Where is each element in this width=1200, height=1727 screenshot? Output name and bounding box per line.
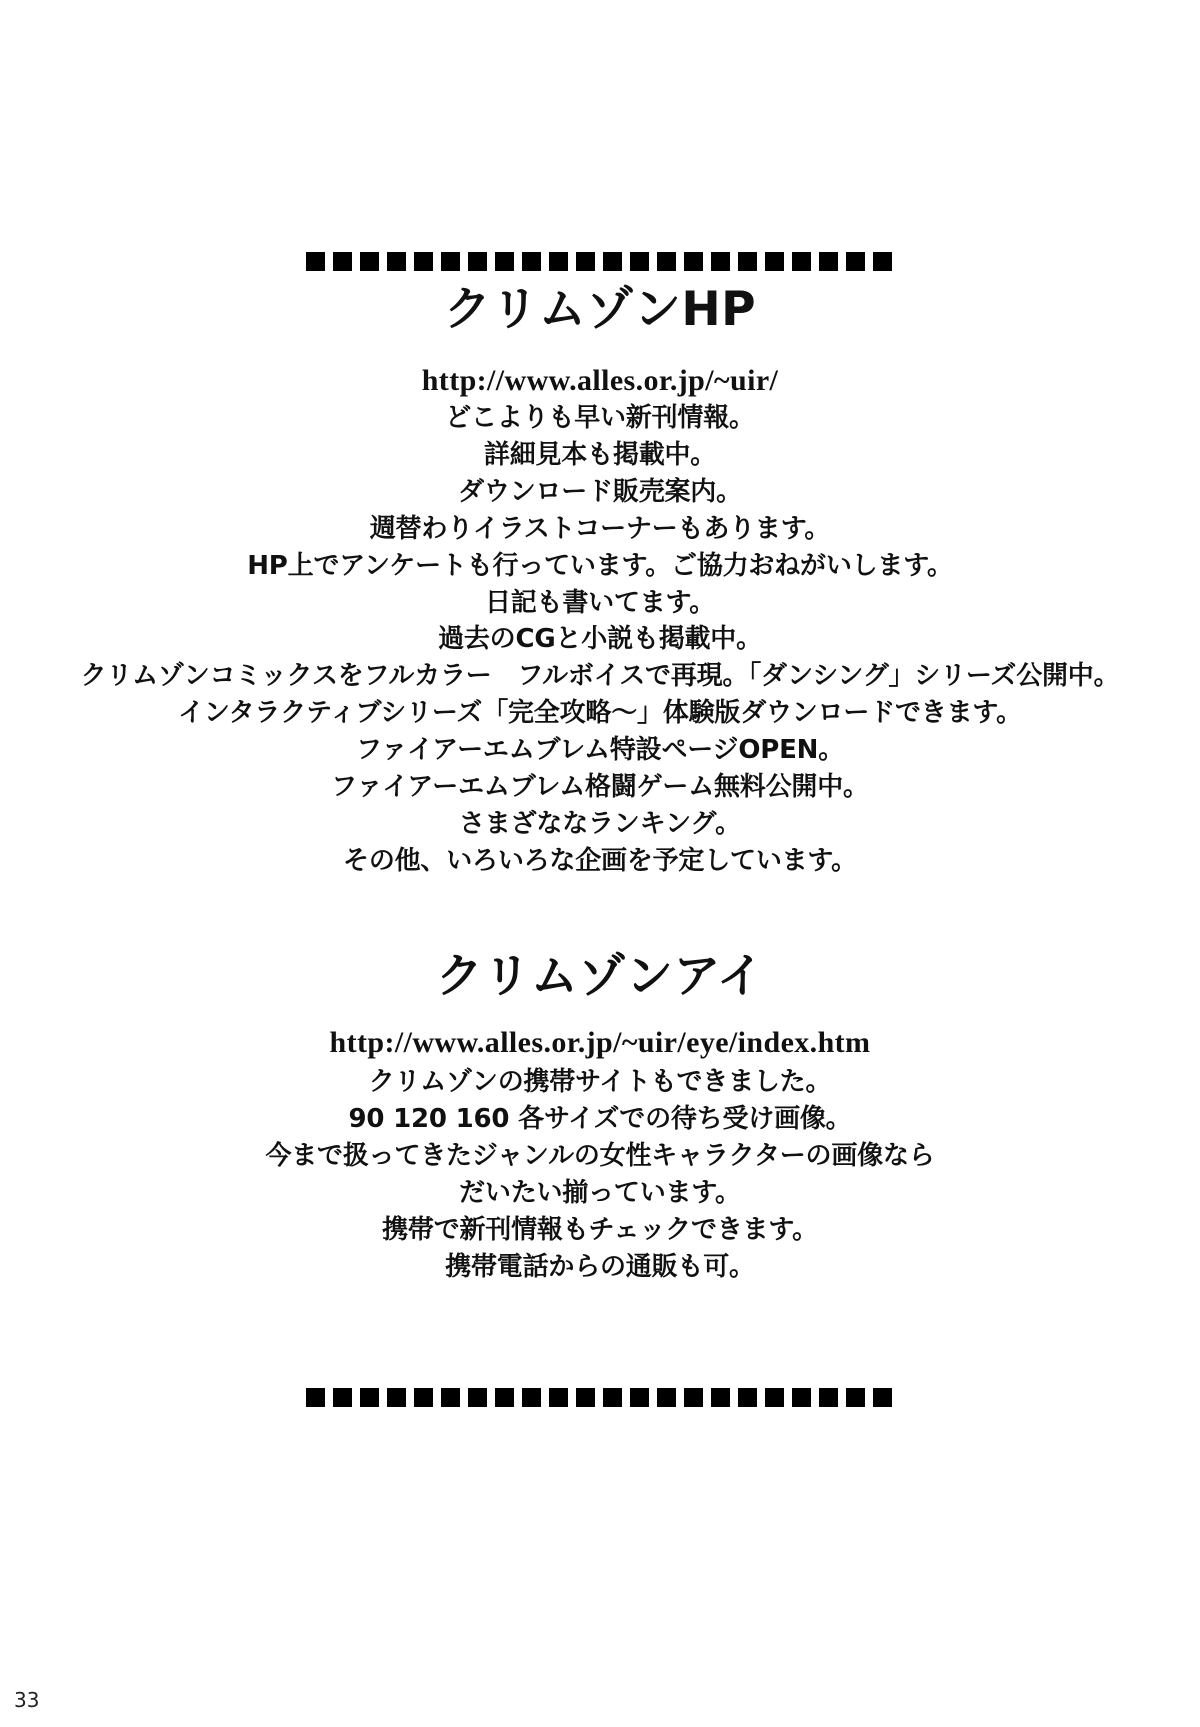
- crimson-hp-lines: [0, 400, 1200, 880]
- square-glyph: [522, 1388, 541, 1407]
- crimson-hp-url[interactable]: http://www.alles.or.jp/~uir/: [421, 364, 779, 397]
- square-glyph: [846, 252, 865, 271]
- square-glyph: [684, 252, 703, 271]
- square-glyph: [468, 1388, 487, 1407]
- square-glyph: [549, 252, 568, 271]
- crimson-hp-line: 詳細見本も掲載中。: [483, 439, 717, 470]
- square-glyph: [873, 1388, 892, 1407]
- crimson-eye-line: クリムゾンの携帯サイトもできました。: [368, 1067, 832, 1097]
- square-glyph: [765, 1388, 784, 1407]
- square-glyph: [333, 1388, 352, 1407]
- crimson-hp-title-wrap: [0, 282, 1200, 337]
- decorative-square-rule-top: [306, 252, 892, 271]
- crimson-hp-line: その他、いろいろな企画を予定しています。: [343, 845, 857, 876]
- square-glyph: [414, 252, 433, 271]
- crimson-hp-line: ファイアーエムブレム格闘ゲーム無料公開中。: [331, 772, 869, 803]
- square-glyph: [522, 252, 541, 271]
- square-glyph: [819, 252, 838, 271]
- crimson-eye-line: 今まで扱ってきたジャンルの女性キャラクターの画像なら: [265, 1140, 935, 1171]
- square-glyph: [819, 1388, 838, 1407]
- crimson-eye-title: クリムゾンアイ: [435, 949, 765, 1004]
- square-glyph: [603, 1388, 622, 1407]
- crimson-eye-lines: [0, 1064, 1200, 1285]
- square-glyph: [684, 1388, 703, 1407]
- square-glyph: [765, 252, 784, 271]
- decorative-square-rule-bottom: [306, 1388, 892, 1407]
- square-glyph: [603, 252, 622, 271]
- square-glyph: [306, 1388, 325, 1407]
- square-glyph: [657, 252, 676, 271]
- square-glyph: [873, 252, 892, 271]
- square-glyph: [441, 252, 460, 271]
- square-glyph: [333, 252, 352, 271]
- crimson-eye-url[interactable]: http://www.alles.or.jp/~uir/eye/index.htm: [329, 1026, 871, 1059]
- crimson-hp-line: ファイアーエムブレム特設ページOPEN。: [356, 735, 844, 766]
- crimson-hp-line: さまざななランキング。: [459, 808, 741, 839]
- crimson-hp-url-wrap: [0, 364, 1200, 398]
- crimson-hp-line: どこよりも早い新刊情報。: [445, 403, 755, 433]
- crimson-hp-title: クリムゾンHP: [443, 282, 757, 337]
- crimson-hp-line: 過去のCGと小説も掲載中。: [438, 624, 762, 655]
- square-glyph: [792, 252, 811, 271]
- crimson-hp-line: ダウンロード販売案内。: [458, 476, 742, 507]
- square-glyph: [576, 252, 595, 271]
- page-number: 33: [14, 1688, 40, 1712]
- square-glyph: [360, 1388, 379, 1407]
- crimson-hp-line: HP上でアンケートも行っています。ご協力おねがいします。: [247, 550, 953, 581]
- square-glyph: [738, 1388, 757, 1407]
- crimson-eye-line: 90 120 160 各サイズでの待ち受け画像。: [348, 1103, 852, 1134]
- crimson-eye-line: 携帯電話からの通販も可。: [445, 1251, 755, 1282]
- crimson-eye-url-wrap: [0, 1026, 1200, 1060]
- square-glyph: [441, 1388, 460, 1407]
- square-glyph: [711, 1388, 730, 1407]
- crimson-hp-line: インタラクティブシリーズ「完全攻略～」体験版ダウンロードできます。: [178, 698, 1022, 729]
- square-glyph: [495, 252, 514, 271]
- square-glyph: [576, 1388, 595, 1407]
- square-glyph: [306, 252, 325, 271]
- square-glyph: [738, 252, 757, 271]
- crimson-hp-line: 日記も書いてます。: [484, 587, 716, 618]
- crimson-eye-line: 携帯で新刊情報もチェックできます。: [382, 1214, 818, 1245]
- square-glyph: [468, 252, 487, 271]
- square-glyph: [387, 1388, 406, 1407]
- square-glyph: [495, 1388, 514, 1407]
- crimson-eye-line: だいたい揃っています。: [459, 1177, 741, 1208]
- crimson-eye-title-wrap: [0, 949, 1200, 1004]
- square-glyph: [360, 252, 379, 271]
- square-glyph: [630, 252, 649, 271]
- crimson-hp-line: クリムゾンコミックスをフルカラー フルボイスで再現。「ダンシング」シリーズ公開中。: [80, 661, 1120, 692]
- square-glyph: [630, 1388, 649, 1407]
- square-glyph: [792, 1388, 811, 1407]
- square-glyph: [414, 1388, 433, 1407]
- square-glyph: [846, 1388, 865, 1407]
- square-glyph: [711, 252, 730, 271]
- square-glyph: [549, 1388, 568, 1407]
- square-glyph: [387, 252, 406, 271]
- square-glyph: [657, 1388, 676, 1407]
- crimson-hp-line: 週替わりイラストコーナーもあります。: [369, 513, 831, 544]
